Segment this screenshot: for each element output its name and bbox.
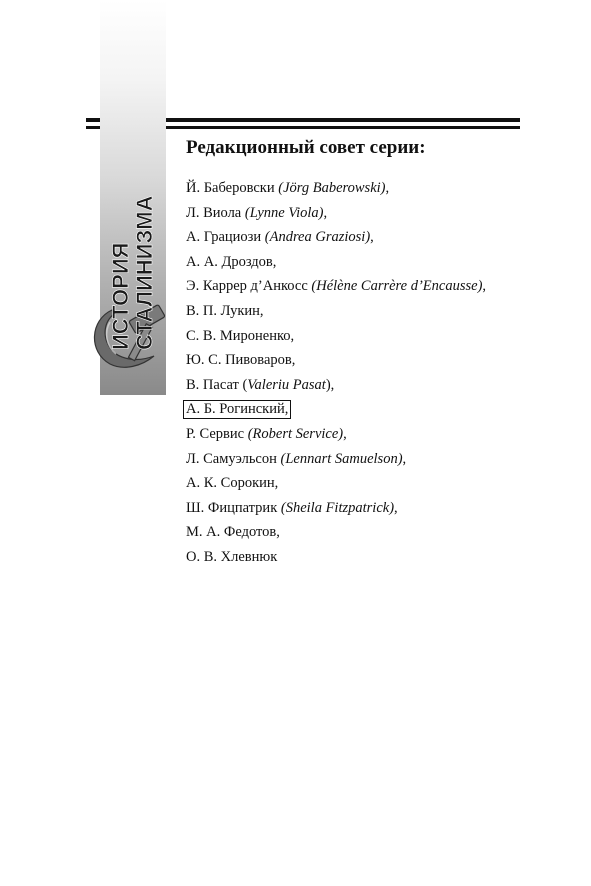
board-member — [186, 324, 486, 349]
board-member-text — [186, 549, 277, 565]
board-member — [186, 545, 486, 570]
board-member-text — [186, 524, 280, 540]
page-title: Редакционный совет серии: — [186, 137, 426, 158]
member-name: Ш. Фицпатрик — [186, 499, 281, 516]
board-member-text — [186, 180, 389, 196]
board-member-text — [186, 205, 327, 221]
rule-right-top — [166, 118, 520, 122]
board-member-text — [186, 377, 334, 393]
member-latin-name: Valeriu Pasat — [247, 376, 326, 393]
board-member-text — [186, 229, 374, 245]
member-name: А. А. Дроздов, — [186, 253, 277, 270]
board-member — [186, 348, 486, 373]
board-member — [186, 422, 486, 447]
board-member-text — [186, 475, 278, 491]
member-latin-name: (Sheila Fitzpatrick) — [280, 499, 395, 516]
member-name: О. В. Хлевнюк — [186, 548, 278, 565]
rule-left-bottom — [86, 126, 100, 129]
member-name: Л. Виола — [186, 204, 245, 221]
member-name: А. К. Сорокин, — [186, 475, 279, 492]
member-latin-name: (Andrea Graziosi) — [264, 229, 371, 246]
series-logo — [84, 160, 174, 380]
member-latin-name: (Robert Service) — [247, 425, 344, 442]
member-punctuation: , — [343, 425, 347, 442]
member-name: В. П. Лукин, — [186, 302, 264, 319]
board-member-text — [186, 426, 347, 442]
board-member-text — [186, 303, 264, 319]
member-name: М. А. Федотов, — [186, 524, 280, 541]
member-latin-name: (Lennart Samuelson) — [280, 450, 403, 467]
member-name: С. В. Мироненко, — [186, 327, 295, 344]
member-latin-name: (Hélène Carrère d’Encausse) — [311, 278, 483, 295]
board-member-text — [186, 278, 486, 294]
member-name: Р. Сервис — [186, 425, 248, 442]
member-punctuation: , — [385, 180, 390, 196]
member-punctuation: , — [482, 278, 487, 295]
member-name: А. Грациози — [186, 229, 265, 246]
board-member — [186, 520, 486, 545]
board-member — [186, 496, 486, 521]
board-member — [186, 274, 486, 299]
board-member — [186, 299, 486, 324]
board-member-text — [186, 328, 294, 344]
board-member — [186, 225, 486, 250]
member-latin-name: (Lynne Viola) — [244, 204, 324, 221]
board-member — [186, 471, 486, 496]
board-member-boxed — [183, 400, 291, 419]
board-member — [186, 250, 486, 275]
series-logo-line2: СТАЛИНИЗМА — [132, 195, 157, 350]
member-name: В. Пасат ( — [186, 376, 248, 393]
member-name: Э. Каррер д’Анкосс — [186, 278, 312, 295]
member-latin-name: (Jörg Baberowski) — [278, 180, 386, 196]
editorial-board-list — [186, 176, 486, 570]
board-member — [186, 397, 486, 422]
board-member-text — [186, 500, 398, 516]
member-punctuation: , — [394, 499, 398, 516]
board-member — [186, 373, 486, 398]
board-member — [186, 176, 486, 201]
member-name: А. Б. Рогинский, — [186, 401, 289, 418]
board-member-text — [186, 451, 406, 467]
member-punctuation: ), — [325, 376, 335, 393]
rule-left-top — [86, 118, 100, 122]
series-logo-line1: ИСТОРИЯ — [108, 242, 133, 350]
member-punctuation: , — [323, 204, 328, 221]
board-member-text — [186, 352, 295, 368]
member-name: Л. Самуэльсон — [186, 450, 281, 467]
board-member — [186, 201, 486, 226]
member-name: Ю. С. Пивоваров, — [186, 352, 296, 369]
rule-right-bottom — [166, 126, 520, 129]
board-member — [186, 447, 486, 472]
member-punctuation: , — [370, 229, 374, 246]
board-member-text — [186, 254, 276, 270]
member-punctuation: , — [402, 450, 407, 467]
member-name: Й. Баберовски — [186, 180, 279, 196]
